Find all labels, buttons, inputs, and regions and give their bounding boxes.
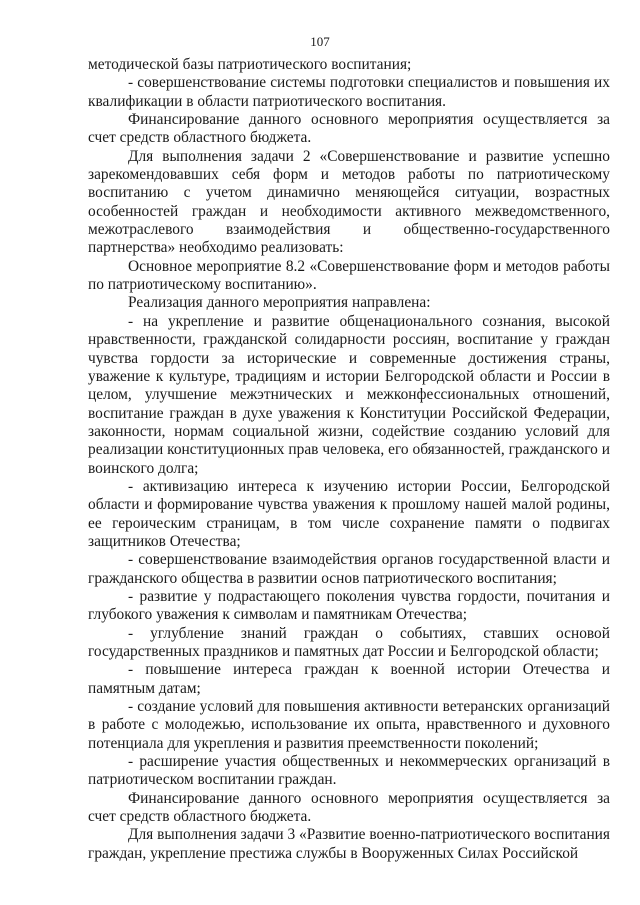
paragraph: - расширение участия общественных и некоммерческих организаций в патриотическом воспитании граждан.: [88, 753, 610, 789]
paragraph: Для выполнения задачи 2 «Совершенствование и развитие успешно зарекомендовавших себя форм и методов работы по патриотическому воспитанию с учетом динамично меняющейся ситуации, возрастных особенностей граждан и необходимости активного межведомственного, межотраслевого взаимодействия и общественно-государственного партнерства» необходимо реализовать:: [88, 147, 610, 257]
paragraph: Реализация данного мероприятия направлена:: [128, 294, 431, 312]
paragraph: Основное мероприятие 8.2 «Совершенствование форм и методов работы по патриотическому воспитанию».: [88, 257, 610, 294]
paragraph: Финансирование данного основного мероприятия осуществляется за счет средств областного бюджета.: [88, 111, 610, 147]
paragraph: - совершенствование системы подготовки специалистов и повышения их квалификации в области патриотического воспитания.: [88, 74, 610, 110]
paragraph: - повышение интереса граждан к военной истории Отечества и памятным датам;: [88, 661, 610, 697]
page-number: 107: [310, 34, 330, 49]
paragraph: - развитие у подрастающего поколения чувства гордости, почитания и глубокого уважения к символам и памятникам Отечества;: [88, 587, 610, 624]
paragraph: - активизацию интереса к изучению истории России, Белгородской области и формирование чувства уважения к прошлому нашей малой родины, ее героическим страницам, в том числе сохранение памяти о подвигах защитников Отечества;: [88, 477, 610, 550]
paragraph: методической базы патриотического воспитания;: [88, 56, 412, 73]
paragraph: Для выполнения задачи 3 «Развитие военно-патриотического воспитания граждан, укрепление престижа службы в Вооруженных Силах Российской: [88, 826, 610, 862]
paragraph: Финансирование данного основного мероприятия осуществляется за счет средств областного бюджета.: [88, 789, 610, 826]
paragraph: - создание условий для повышения активности ветеранских организаций в работе с молодежью, использование их опыта, нравственного и духовного потенциала для укрепления и развития преемственности поколений;: [88, 698, 610, 752]
paragraph: - совершенствование взаимодействия органов государственной власти и гражданского общества в развитии основ патриотического воспитания;: [88, 551, 610, 587]
document-body: [88, 56, 610, 863]
paragraph: - на укрепление и развитие общенационального сознания, высокой нравственности, гражданской солидарности россиян, воспитание у граждан чувства гордости за исторические и современные достижения страны, уважение к культуре, традициям и истории Белгородской области и России в целом, улучшение межэтнических и межконфессиональных отношений, воспитание граждан в духе уважения к Конституции Российской Федерации, законности, нормам социальной жизни, содействие созданию условий для реализации конституционных прав человека, его обязанностей, гражданского и воинского долга;: [88, 312, 610, 477]
paragraph: - углубление знаний граждан о событиях, ставших основой государственных праздников и памятных дат России и Белгородской области;: [88, 624, 610, 660]
